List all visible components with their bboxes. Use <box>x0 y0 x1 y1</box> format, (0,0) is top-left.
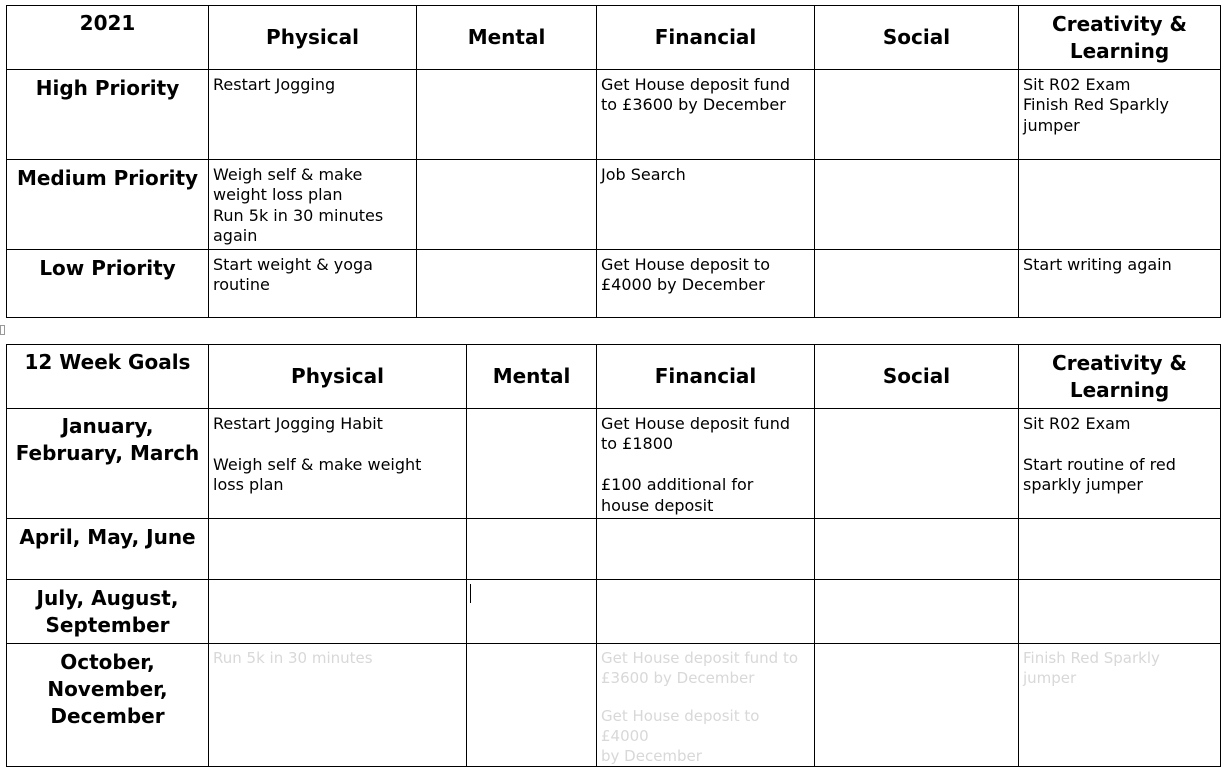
row-label-q2: April, May, June <box>7 519 209 580</box>
cell-q4-social[interactable] <box>815 644 1019 767</box>
table-row <box>7 409 1221 519</box>
cell-q3-social[interactable] <box>815 580 1019 644</box>
header-financial: Financial <box>597 6 815 70</box>
text-cursor <box>470 584 471 603</box>
cell-q1-social[interactable] <box>815 409 1019 519</box>
cell-high-physical[interactable]: Restart Jogging <box>209 70 417 160</box>
cell-q1-physical[interactable]: Restart Jogging Habit Weigh self & make weight loss plan <box>209 409 467 519</box>
table-row <box>7 250 1221 318</box>
table-row <box>7 160 1221 250</box>
row-label-q1: January, February, March <box>7 409 209 519</box>
header-social: Social <box>815 345 1019 409</box>
cell-high-social[interactable] <box>815 70 1019 160</box>
header-mental: Mental <box>417 6 597 70</box>
table-row <box>7 644 1221 767</box>
priority-table-2021 <box>6 5 1221 318</box>
cell-q1-mental[interactable] <box>467 409 597 519</box>
row-label-q4: October, November, December <box>7 644 209 767</box>
cell-high-mental[interactable] <box>417 70 597 160</box>
cell-low-social[interactable] <box>815 250 1019 318</box>
cell-medium-creativity[interactable] <box>1019 160 1221 250</box>
cell-q3-financial[interactable] <box>597 580 815 644</box>
row-label-q3: July, August, September <box>7 580 209 644</box>
row-label-high-priority: High Priority <box>7 70 209 160</box>
header-physical: Physical <box>209 6 417 70</box>
table-row <box>7 70 1221 160</box>
header-social: Social <box>815 6 1019 70</box>
cell-high-creativity[interactable]: Sit R02 Exam Finish Red Sparkly jumper <box>1019 70 1221 160</box>
cell-q2-physical[interactable] <box>209 519 467 580</box>
cell-q2-financial[interactable] <box>597 519 815 580</box>
cell-q1-creativity[interactable]: Sit R02 Exam Start routine of red sparkly jumper <box>1019 409 1221 519</box>
table-row <box>7 580 1221 644</box>
cell-low-physical[interactable]: Start weight & yoga routine <box>209 250 417 318</box>
header-creativity-learning: Creativity & Learning <box>1019 345 1221 409</box>
cell-q2-creativity[interactable] <box>1019 519 1221 580</box>
table-anchor-handle[interactable] <box>0 325 5 335</box>
cell-q1-financial[interactable]: Get House deposit fund to £1800 £100 additional for house deposit <box>597 409 815 519</box>
header-physical: Physical <box>209 345 467 409</box>
row-label-medium-priority: Medium Priority <box>7 160 209 250</box>
cell-medium-social[interactable] <box>815 160 1019 250</box>
cell-q2-mental[interactable] <box>467 519 597 580</box>
cell-medium-financial[interactable]: Job Search <box>597 160 815 250</box>
cell-q4-physical[interactable]: Run 5k in 30 minutes <box>209 644 467 767</box>
cell-q3-creativity[interactable] <box>1019 580 1221 644</box>
row-label-low-priority: Low Priority <box>7 250 209 318</box>
cell-q3-physical[interactable] <box>209 580 467 644</box>
cell-q4-creativity[interactable]: Finish Red Sparkly jumper <box>1019 644 1221 767</box>
cell-q4-financial[interactable]: Get House deposit fund to £3600 by December Get House deposit to £4000 by December <box>597 644 815 767</box>
cell-low-financial[interactable]: Get House deposit to £4000 by December <box>597 250 815 318</box>
header-financial: Financial <box>597 345 815 409</box>
header-creativity-learning: Creativity & Learning <box>1019 6 1221 70</box>
table-row <box>7 519 1221 580</box>
table-corner-year: 2021 <box>7 6 209 70</box>
twelve-week-goals-table <box>6 344 1221 767</box>
cell-low-creativity[interactable]: Start writing again <box>1019 250 1221 318</box>
cell-q3-mental[interactable] <box>467 580 597 644</box>
cell-q2-social[interactable] <box>815 519 1019 580</box>
cell-medium-physical[interactable]: Weigh self & make weight loss plan Run 5k in 30 minutes again <box>209 160 417 250</box>
header-mental: Mental <box>467 345 597 409</box>
cell-high-financial[interactable]: Get House deposit fund to £3600 by December <box>597 70 815 160</box>
cell-medium-mental[interactable] <box>417 160 597 250</box>
cell-q4-mental[interactable] <box>467 644 597 767</box>
table-corner-12-week-goals: 12 Week Goals <box>7 345 209 409</box>
cell-low-mental[interactable] <box>417 250 597 318</box>
